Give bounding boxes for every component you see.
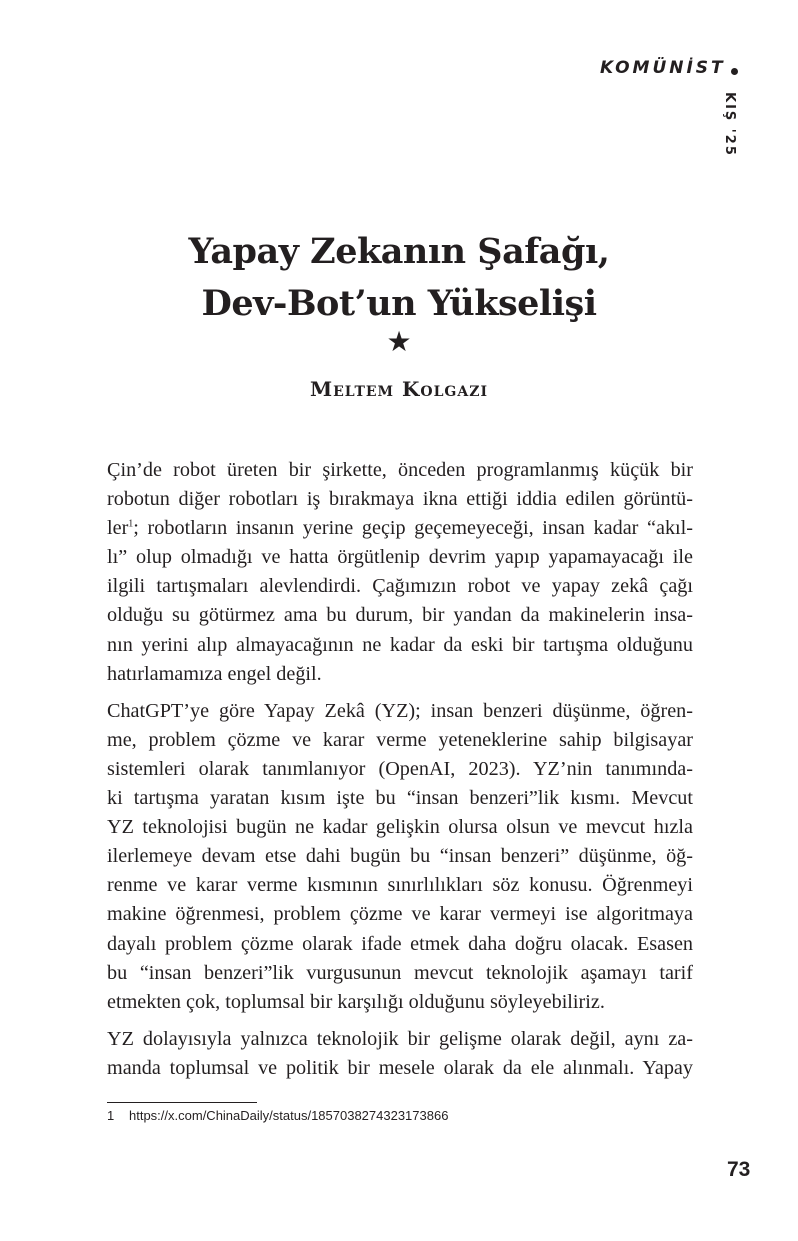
text-line: dayalı problem çözme olarak ifade etmek daha doğru olacak. Esasen: [107, 932, 693, 955]
text-line: [107, 514, 693, 543]
text-line: nın yerini alıp almayacağının ne kadar da eski bir tartışma olduğunu: [107, 633, 693, 656]
paragraph-2: [107, 697, 693, 1017]
footnote-link[interactable]: https://x.com/ChinaDaily/status/1857038274323173866: [129, 1108, 449, 1123]
text-fragment: ; robotların insanın yerine geçip geçemeyeceği, insan kadar “akıl-: [133, 517, 693, 540]
paragraph-1: [107, 456, 693, 689]
text-line: renme ve karar verme kısmının sınırlılıkları söz konusu. Öğrenmeyi: [107, 874, 693, 897]
title-line-2: Dev-Bot’un Yükselişi: [201, 283, 597, 324]
footnote-number: 1: [107, 1108, 115, 1123]
page-number: 73: [727, 1158, 751, 1181]
text-line: YZ teknolojisi bugün ne kadar gelişkin olursa olsun ve mevcut hızla: [107, 816, 693, 839]
paragraph-3: [107, 1025, 693, 1083]
article-body: [107, 456, 693, 1091]
text-line: bu “insan benzeri”lik vurgusunun mevcut teknolojik aşamayı tarif: [107, 961, 693, 984]
journal-name: KOMÜNİST: [600, 58, 726, 78]
issue-label: KIŞ '25: [722, 92, 737, 157]
text-line: me, problem çözme ve karar verme yeteneklerine sahip bilgisayar: [107, 728, 693, 751]
text-fragment: ler: [107, 517, 129, 540]
footnote-1: [107, 1108, 448, 1123]
text-line: lı” olup olmadığı ve hatta örgütlenip devrim yapıp yapamayacağı ile: [107, 546, 693, 569]
star-ornament-icon: ★: [386, 327, 412, 358]
text-line: ki tartışma yaratan kısım işte bu “insan benzeri”lik kısmı. Mevcut: [107, 787, 693, 810]
author-name: Meltem Kolgazi: [309, 377, 489, 401]
text-line: ilerlemeye devam etse dahi bugün bu “insan benzeri” düşünme, öğ-: [107, 845, 693, 868]
text-line: ilgili tartışmaları alevlendirdi. Çağımızın robot ve yapay zekâ çağı: [107, 575, 693, 598]
text-line: ChatGPT’ye göre Yapay Zekâ (YZ); insan benzeri düşünme, öğren-: [107, 699, 693, 722]
text-line: Çin’de robot üreten bir şirkette, önceden programlanmış küçük bir: [107, 459, 693, 481]
footnote-reference[interactable]: 1: [128, 518, 134, 530]
text-line: YZ dolayısıyla yalnızca teknolojik bir gelişme olarak değil, aynı za-: [107, 1027, 693, 1050]
title-line-1: Yapay Zekanın Şafağı,: [188, 231, 610, 272]
text-line: olduğu su götürmez ama bu durum, bir yandan da makinelerin insa-: [107, 604, 693, 627]
text-line: etmekten çok, toplumsal bir karşılığı olduğunu söyleyebiliriz.: [107, 990, 605, 1013]
separator-dot-icon: [731, 68, 738, 75]
text-line: robotun diğer robotları iş bırakmaya ikna ettiği iddia edilen görüntü-: [107, 488, 693, 511]
text-line: hatırlamamıza engel değil.: [107, 662, 322, 685]
footnote-divider: [107, 1102, 257, 1103]
text-line: sistemleri olarak tanımlanıyor (OpenAI, 2023). YZ’nin tanımında-: [107, 757, 693, 780]
text-line: manda toplumsal ve politik bir mesele olarak da ele alınmalı. Yapay: [107, 1056, 693, 1079]
article-title: [0, 226, 798, 330]
text-line: makine öğrenmesi, problem çözme ve karar vermeyi ise algoritmaya: [107, 903, 693, 926]
